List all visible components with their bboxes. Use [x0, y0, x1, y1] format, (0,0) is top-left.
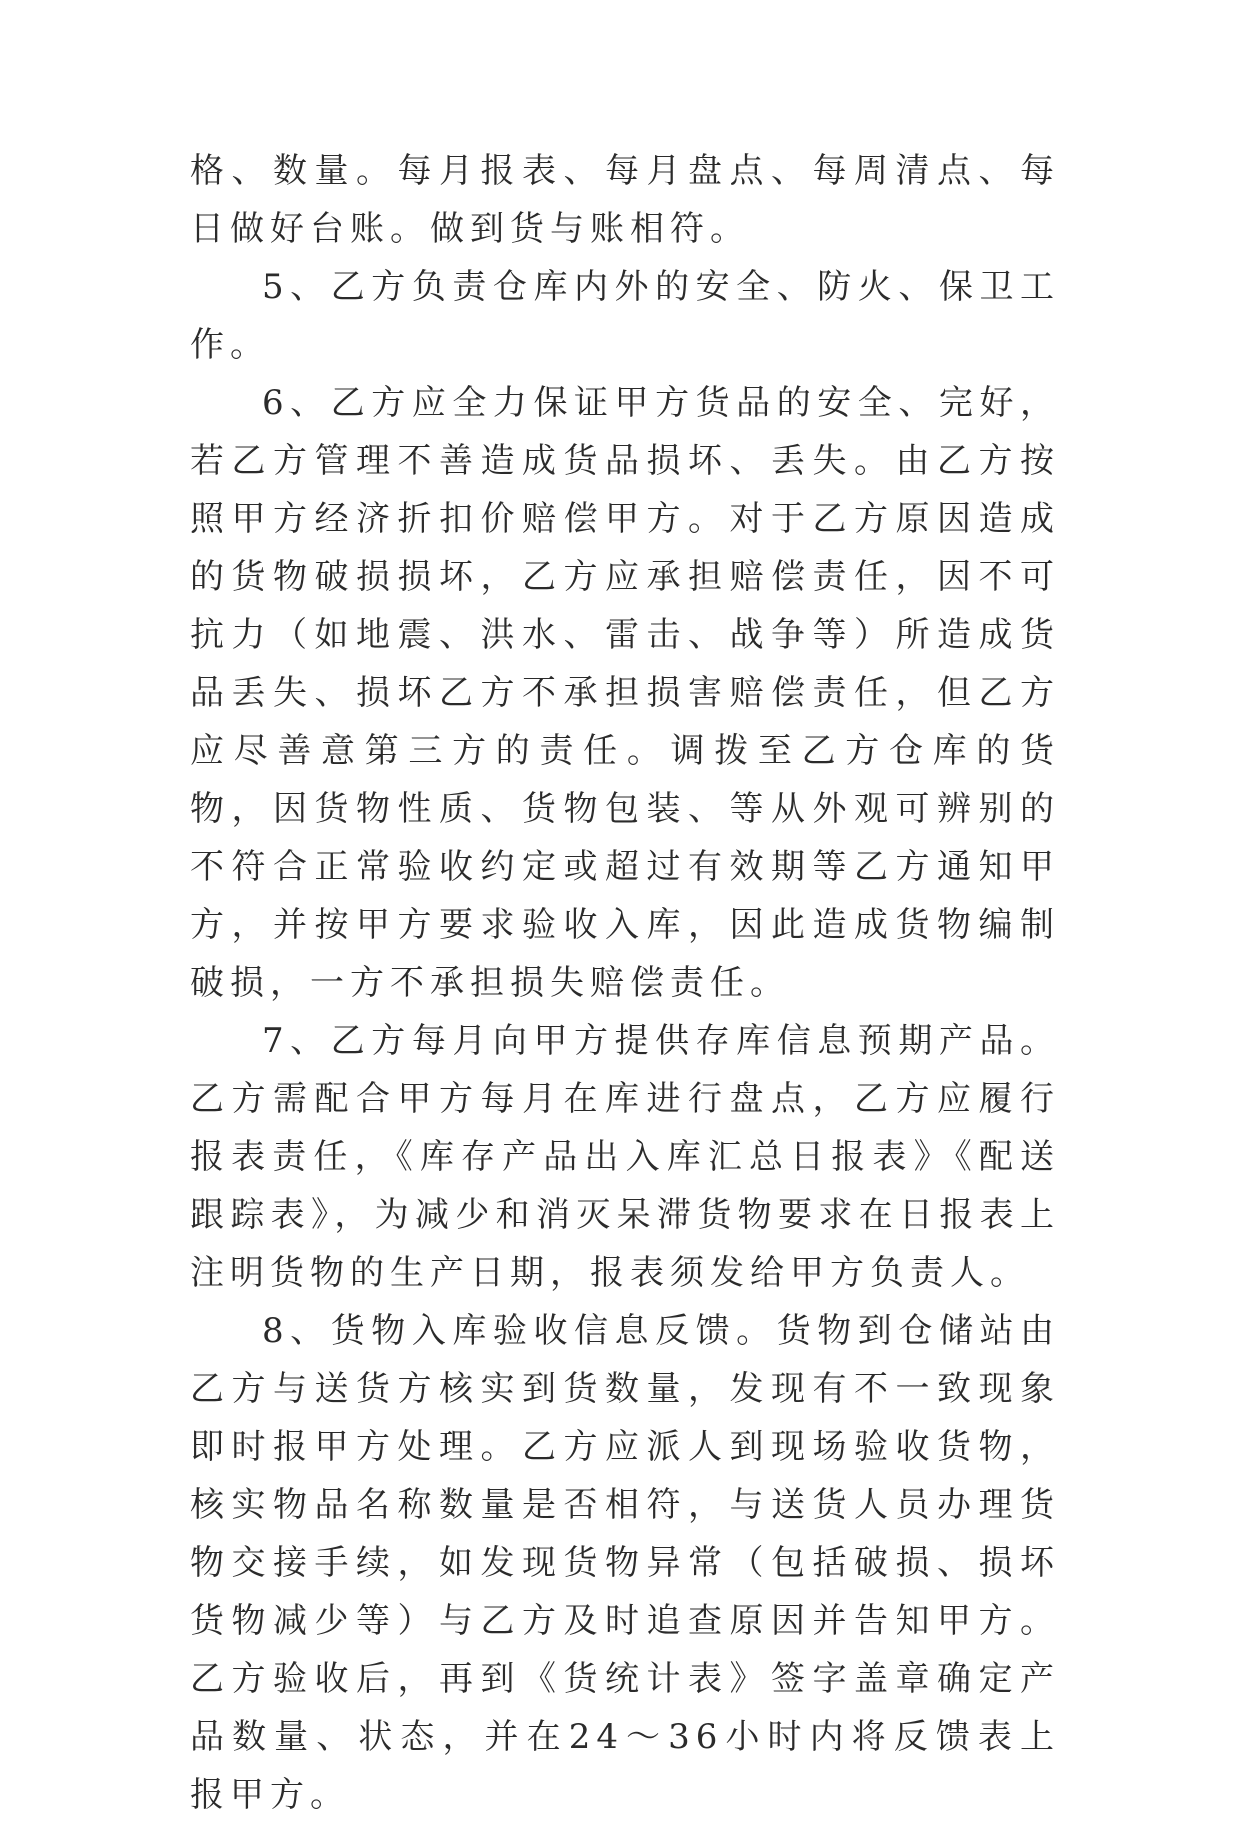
paragraph-continuation: 格、数量。每月报表、每月盘点、每周清点、每日做好台账。做到货与账相符。 — [190, 151, 1060, 249]
paragraph-clause-8: 8、货物入库验收信息反馈。货物到仓储站由乙方与送货方核实到货数量，发现有不一致现象即时报甲方处理。乙方应派人到现场验收货物，核实物品名称数量是否相符，与送货人员办理货物交接手续，如发现货物异常（包括破损、损坏货物减少等）与乙方及时追查原因并告知甲方。乙方验收后，再到《货统计表》签字盖章确定产品数量、状态，并在24～36小时内将反馈表上报甲方。 — [190, 1311, 1060, 1815]
document-body — [190, 142, 1060, 1824]
paragraph-clause-7: 7、乙方每月向甲方提供存库信息预期产品。乙方需配合甲方每月在库进行盘点，乙方应履行报表责任，《库存产品出入库汇总日报表》《配送跟踪表》，为减少和消灭呆滞货物要求在日报表上注明货物的生产日期，报表须发给甲方负责人。 — [190, 1021, 1060, 1293]
paragraph-clause-5: 5、乙方负责仓库内外的安全、防火、保卫工作。 — [190, 267, 1060, 365]
paragraph-clause-6: 6、乙方应全力保证甲方货品的安全、完好，若乙方管理不善造成货品损坏、丢失。由乙方按照甲方经济折扣价赔偿甲方。对于乙方原因造成的货物破损损坏，乙方应承担赔偿责任，因不可抗力（如地震、洪水、雷击、战争等）所造成货品丢失、损坏乙方不承担损害赔偿责任，但乙方应尽善意第三方的责任。调拨至乙方仓库的货物，因货物性质、货物包装、等从外观可辨别的不符合正常验收约定或超过有效期等乙方通知甲方，并按甲方要求验收入库，因此造成货物编制破损，一方不承担损失赔偿责任。 — [190, 383, 1060, 1003]
